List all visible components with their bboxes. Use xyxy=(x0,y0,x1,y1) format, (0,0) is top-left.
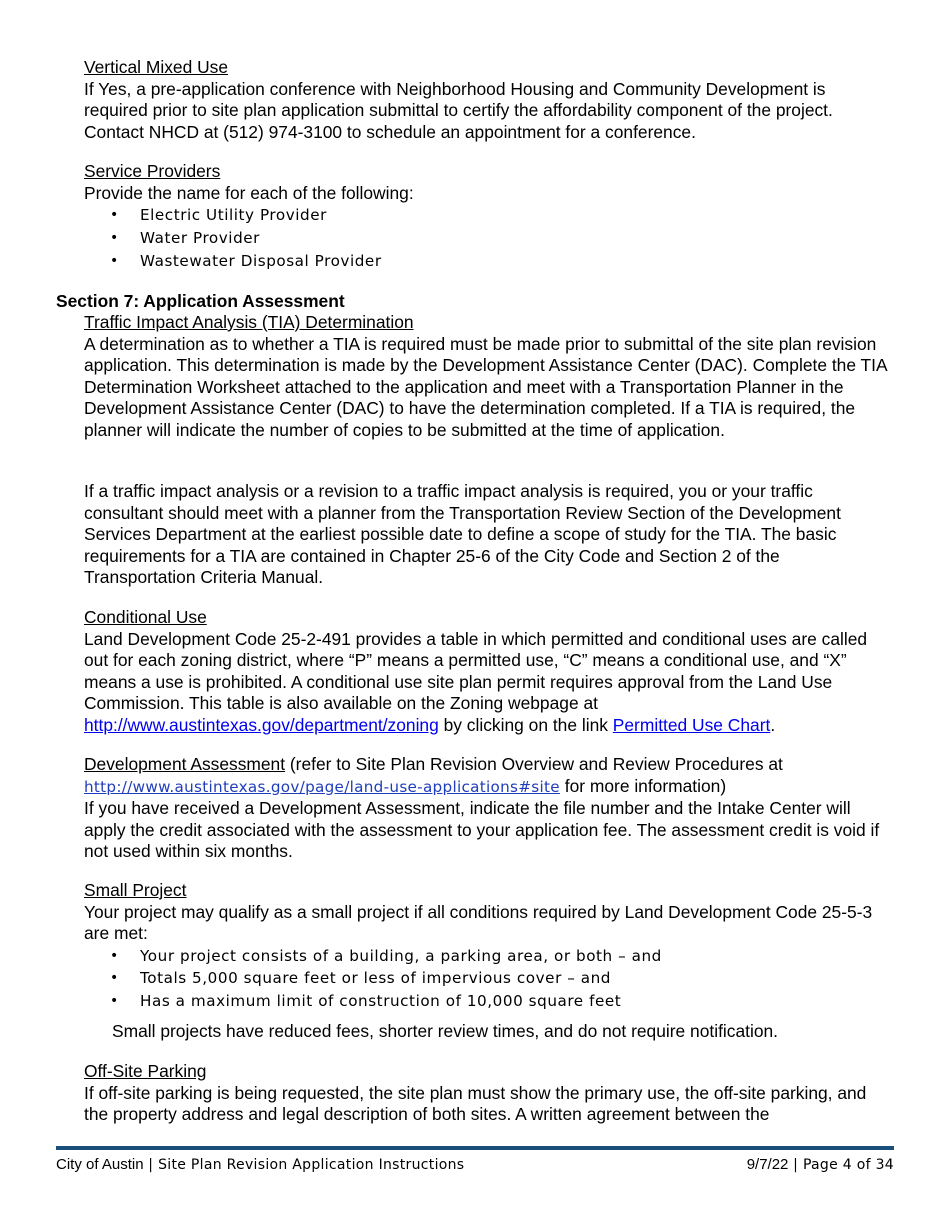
list-item: • Electric Utility Provider xyxy=(84,204,894,227)
list-item: • Water Provider xyxy=(84,227,894,250)
footer-org: City of Austin xyxy=(56,1156,144,1173)
conditional-use-mid-text: by clicking on the link xyxy=(438,714,613,735)
small-project-conditions-list xyxy=(84,945,894,1013)
service-providers-intro: Provide the name for each of the following: xyxy=(84,182,414,203)
list-item: • Wastewater Disposal Provider xyxy=(84,250,894,273)
development-assessment-heading: Development Assessment xyxy=(84,754,286,774)
list-item: • Your project consists of a building, a parking area, or both – and xyxy=(84,945,894,968)
off-site-parking-heading: Off-Site Parking xyxy=(84,1061,207,1081)
small-project-intro: Your project may qualify as a small project if all conditions required by Land Development Code 25-5-3 are met: xyxy=(84,901,873,943)
small-project-note: Small projects have reduced fees, shorter review times, and do not require notification. xyxy=(112,1020,779,1041)
footer-right xyxy=(747,1156,894,1174)
land-use-applications-link[interactable]: http://www.austintexas.gov/page/land-use-applications#site xyxy=(84,777,560,796)
tia-paragraph-2-block xyxy=(84,481,894,589)
service-providers-section xyxy=(84,161,894,272)
development-assessment-section xyxy=(84,754,894,863)
conditional-use-end-text: . xyxy=(770,714,776,735)
vertical-mixed-use-body: If Yes, a pre-application conference with Neighborhood Housing and Community Development is required prior to site plan application submittal to certify the affordability component of the project. Contact NHCD at (512) 974-3100 to schedule an appointment for a conference. xyxy=(84,78,833,142)
footer-separator: | xyxy=(143,1157,159,1173)
development-assessment-ref-end: for more information) xyxy=(559,775,727,796)
development-assessment-ref-text: (refer to Site Plan Revision Overview and Review Procedures at xyxy=(285,754,783,774)
tia-paragraph-1: A determination as to whether a TIA is required must be made prior to submittal of the site plan revision application. This determination is made by the Development Assistance Center (DAC). Complete the TIA Determination Worksheet attached to the application and meet with a Transportation Planner in the Development Assistance Center (DAC) to have the determination completed. If a TIA is required, the planner will indicate the number of copies to be submitted at the time of application. xyxy=(84,333,887,440)
section-7-title: Section 7: Application Assessment xyxy=(56,291,345,311)
vertical-mixed-use-section xyxy=(84,57,894,143)
service-providers-heading: Service Providers xyxy=(84,161,221,181)
small-project-section xyxy=(84,880,894,1042)
small-project-heading: Small Project xyxy=(84,880,187,900)
list-item: • Has a maximum limit of construction of 10,000 square feet xyxy=(84,990,894,1013)
list-item: • Totals 5,000 square feet or less of impervious cover – and xyxy=(84,967,894,990)
vertical-mixed-use-heading: Vertical Mixed Use xyxy=(84,57,229,77)
footer-left xyxy=(56,1156,464,1174)
footer-separator: | xyxy=(788,1157,803,1173)
development-assessment-header-line xyxy=(84,754,894,776)
tia-section xyxy=(84,312,894,441)
off-site-parking-body: If off-site parking is being requested, the site plan must show the primary use, the off-site parking, and the property address and legal description of both sites. A written agreement between the xyxy=(84,1082,867,1124)
footer-divider xyxy=(56,1146,894,1150)
development-assessment-link-line xyxy=(84,776,894,799)
conditional-use-section xyxy=(84,607,894,736)
development-assessment-body: If you have received a Development Assessment, indicate the file number and the Intake Center will apply the credit associated with the assessment to your application fee. The assessment credit is void if not used within six months. xyxy=(84,798,880,861)
permitted-use-chart-link[interactable]: Permitted Use Chart xyxy=(612,714,771,735)
conditional-use-heading: Conditional Use xyxy=(84,607,207,627)
footer-page-number: Page 4 of 34 xyxy=(802,1157,894,1173)
conditional-use-text: Land Development Code 25-2-491 provides a table in which permitted and conditional uses are called out for each zoning district, where “P” means a permitted use, “C” means a conditional use, and “X” means a use is prohibited. A conditional use site plan permit requires approval from the Land Use Commission. This table is also available on the Zoning webpage at xyxy=(84,628,868,713)
service-providers-list xyxy=(84,204,894,272)
off-site-parking-section xyxy=(84,1061,894,1126)
conditional-use-body xyxy=(84,629,894,737)
tia-heading: Traffic Impact Analysis (TIA) Determination xyxy=(84,312,414,332)
footer-date: 9/7/22 xyxy=(746,1156,789,1173)
tia-paragraph-2: If a traffic impact analysis or a revision to a traffic impact analysis is required, you or your traffic consultant should meet with a planner from the Transportation Review Section of the Development Services Department at the earliest possible date to define a scope of study for the TIA. The basic requirements for a TIA are contained in Chapter 25-6 of the City Code and Section 2 of the Transportation Criteria Manual. xyxy=(84,481,841,587)
zoning-webpage-link[interactable]: http://www.austintexas.gov/department/zoning xyxy=(84,714,439,735)
footer-doc-title: Site Plan Revision Application Instructions xyxy=(158,1157,465,1173)
